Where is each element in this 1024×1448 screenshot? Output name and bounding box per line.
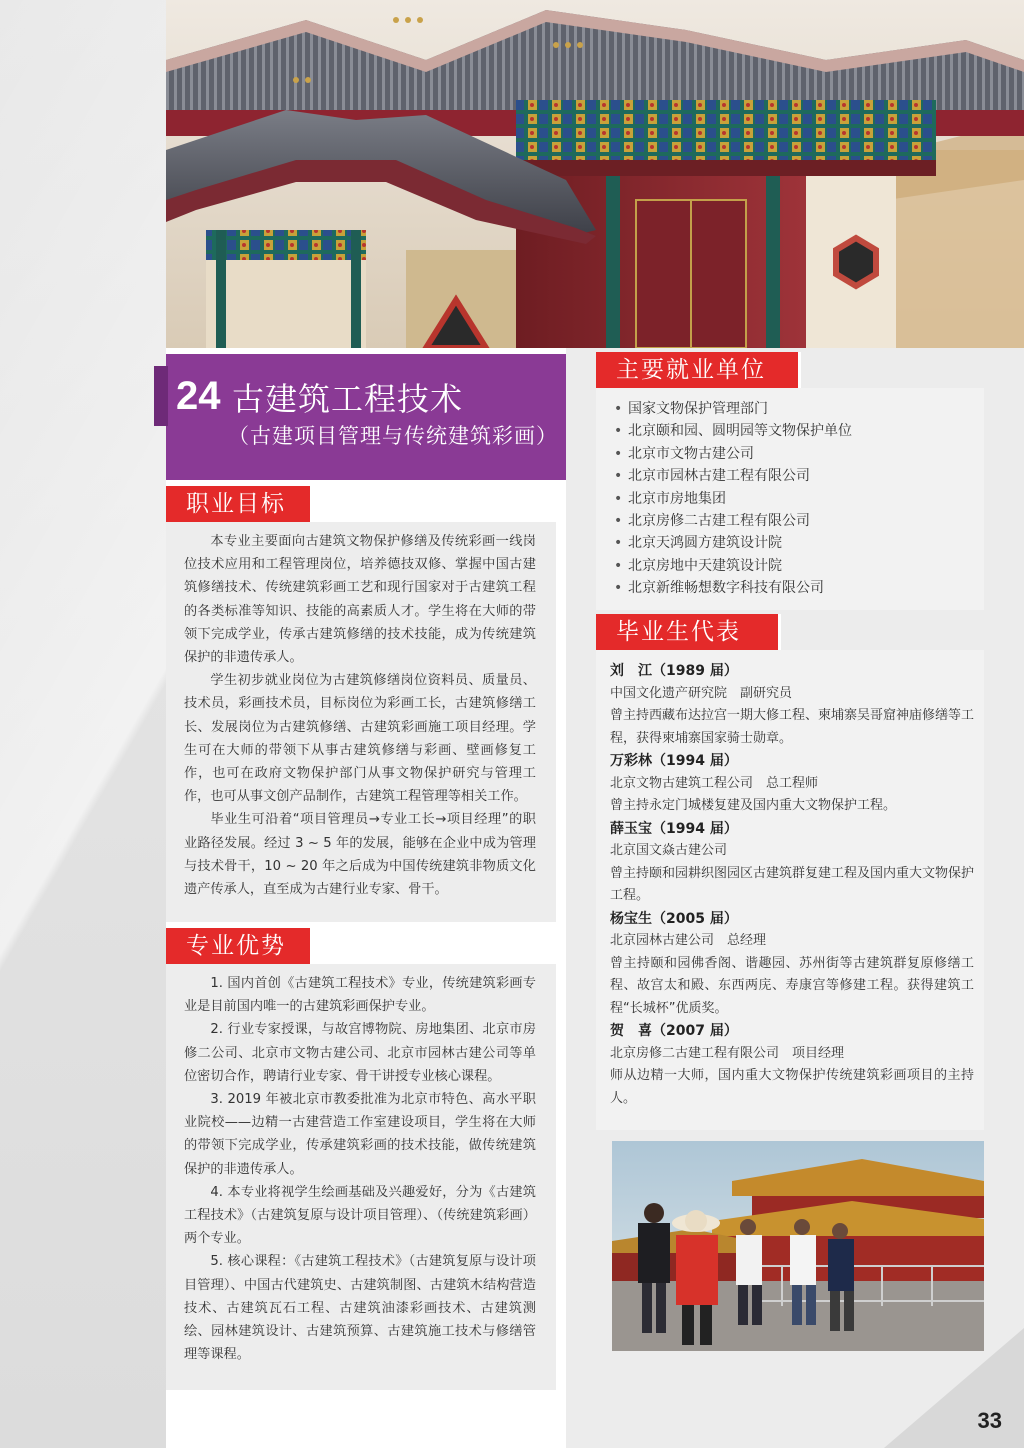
advantage-item: 4. 本专业将视学生绘画基础及兴趣爱好，分为《古建筑工程技术》（古建筑复原与设计项目管理）、（传统建筑彩画）两个专业。: [184, 1184, 536, 1247]
advantage-item: 1. 国内首创《古建筑工程技术》专业，传统建筑彩画专业是目前国内唯一的古建筑彩画保护专业。: [184, 976, 536, 1015]
left-margin-decoration: [0, 0, 166, 1448]
graduate-achievement: 曾主持颐和园佛香阁、谐趣园、苏州街等古建筑群复原修缮工程、故宫太和殿、东西两庑、寿康宫等修建工程。获得建筑工程“长城杯”优质奖。: [610, 955, 974, 1016]
graduate-achievement: 曾主持永定门城楼复建及国内重大文物保护工程。: [610, 798, 897, 813]
advantage-item: 3. 2019 年被北京市教委批准为北京市特色、高水平职业院校——边精一古建营造工作室建设项目，学生将在大师的带领下完成学业，传承建筑彩画的技术技能，做传统建筑保护的非遗传承人。: [184, 1092, 536, 1177]
graduate-position: 北京房修二古建工程有限公司 项目经理: [610, 1045, 845, 1061]
section-heading-career-goal: 职业目标: [166, 486, 310, 522]
list-item: • 北京市文物古建公司: [614, 443, 984, 465]
section-heading-advantages: 专业优势: [166, 928, 310, 964]
list-item: • 国家文物保护管理部门: [614, 398, 984, 420]
advantage-item: 5. 核心课程：《古建筑工程技术》（古建筑复原与设计项目管理）、中国古代建筑史、古建筑制图、古建筑木结构营造技术、古建筑瓦石工程、古建筑油漆彩画技术、古建筑测绘、园林建筑设计、古建筑预算、古建筑施工技术与修缮管理等课程。: [184, 1254, 536, 1363]
list-item: • 北京市房地集团: [614, 488, 984, 510]
program-title: 古建筑工程技术: [232, 380, 464, 418]
title-banner-tab: [154, 366, 168, 426]
list-item: • 北京新维畅想数字科技有限公司: [614, 577, 984, 599]
advantages-text: [184, 972, 536, 1366]
graduate-entry: [610, 818, 974, 908]
program-subtitle: （古建项目管理与传统建筑彩画）: [228, 424, 558, 448]
graduate-name: 刘 江（1989 届）: [610, 663, 738, 679]
list-item: • 北京房地中天建筑设计院: [614, 555, 984, 577]
employers-list: [614, 398, 984, 600]
graduate-entry: [610, 750, 974, 818]
advantage-item: 2. 行业专家授课，与故宫博物院、房地集团、北京市房修二公司、北京市文物古建公司、北京市园林古建公司等单位密切合作，聘请行业专家、骨干讲授专业核心课程。: [184, 1022, 536, 1084]
graduates-list: [610, 660, 974, 1110]
graduate-entry: [610, 660, 974, 750]
graduate-entry: [610, 1020, 974, 1110]
career-goal-paragraph: 学生初步就业岗位为古建筑修缮岗位资料员、质量员、技术员，彩画技术员，目标岗位为彩画工长，古建筑修缮工长、发展岗位为古建筑修缮、古建筑彩画施工项目经理。学生可在大师的带领下从事古建筑修缮与彩画、壁画修复工作，也可在政府文物保护部门从事文物保护研究与管理工作，也可从事文创产品制作，古建筑工程管理等相关工作。: [184, 673, 536, 805]
graduate-achievement: 曾主持西藏布达拉宫一期大修工程、柬埔寨吴哥窟神庙修缮等工程，获得柬埔寨国家骑士勋章。: [610, 708, 975, 746]
graduate-name: 万彩林（1994 届）: [610, 753, 738, 769]
career-goal-paragraph: 本专业主要面向古建筑文物保护修缮及传统彩画一线岗位技术应用和工程管理岗位，培养德技双修、掌握中国古建筑修缮技术、传统建筑彩画工艺和现行国家对于古建筑工程的各类标准等知识、技能的高素质人才。学生将在大师的带领下完成学业，传承古建筑修缮的技术技能，成为传统建筑保护的非遗传承人。: [184, 534, 536, 666]
career-goal-text: [184, 530, 536, 901]
graduate-position: 北京文物古建筑工程公司 总工程师: [610, 775, 819, 791]
graduate-name: 贺 喜（2007 届）: [610, 1023, 738, 1039]
graduate-achievement: 曾主持颐和园耕织图园区古建筑群复建工程及国内重大文物保护工程。: [610, 865, 975, 903]
graduate-name: 杨宝生（2005 届）: [610, 910, 738, 927]
graduate-position: 中国文化遗产研究院 副研究员: [610, 685, 793, 701]
hero-photo-ancient-architecture-model: [166, 0, 1024, 348]
page-number: 33: [977, 1408, 1002, 1433]
list-item: • 北京市园林古建工程有限公司: [614, 465, 984, 487]
graduate-name: 薛玉宝（1994 届）: [610, 820, 738, 837]
section-heading-graduates: 毕业生代表: [596, 614, 778, 650]
career-goal-paragraph: 毕业生可沿着“项目管理员→专业工长→项目经理”的职业路径发展。经过 3 ~ 5 年的发展，能够在企业中成为管理与技术骨干，10 ~ 20 年之后成为中国传统建筑非物质文化遗产传承人，直至成为古建行业专家、骨干。: [184, 812, 536, 898]
list-item: • 北京房修二古建工程有限公司: [614, 510, 984, 532]
list-item: • 北京颐和园、圆明园等文物保护单位: [614, 420, 984, 442]
list-item: • 北京天鸿圆方建筑设计院: [614, 532, 984, 554]
section-heading-employers: 主要就业单位: [596, 352, 798, 388]
graduate-position: 北京国文焱古建公司: [610, 843, 728, 858]
graduate-position: 北京园林古建公司 总经理: [610, 933, 767, 948]
graduate-achievement: 师从边精一大师，国内重大文物保护传统建筑彩画项目的主持人。: [610, 1068, 974, 1106]
program-number: 24: [176, 374, 221, 418]
field-trip-photo: [612, 1141, 984, 1351]
graduate-entry: [610, 908, 974, 1021]
